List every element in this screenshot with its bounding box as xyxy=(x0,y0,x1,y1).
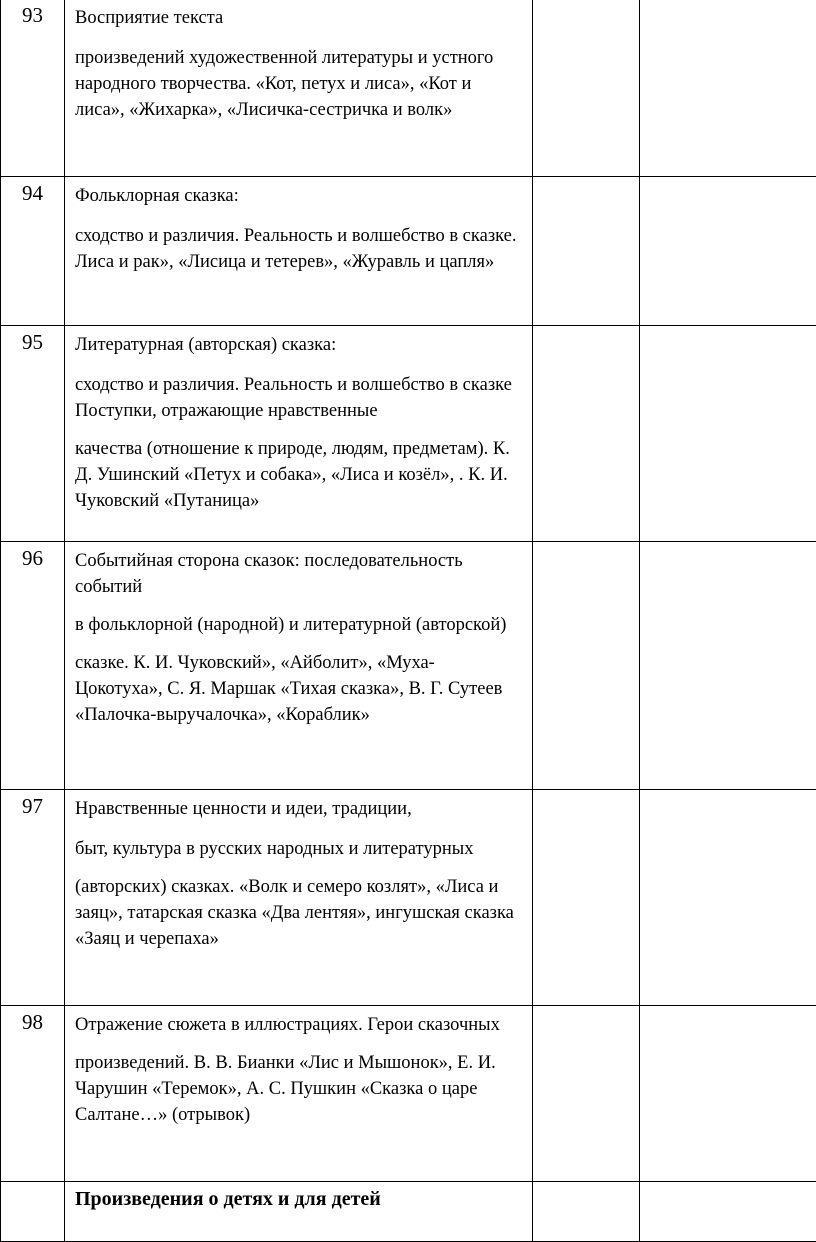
table-row xyxy=(1,542,816,790)
empty-cell xyxy=(640,1006,816,1182)
lesson-number: 93 xyxy=(1,0,65,177)
empty-cell xyxy=(640,177,816,326)
topic-text: сказке. К. И. Чуковский», «Айболит», «Муха-Цокотуха», С. Я. Маршак «Тихая сказка», В. Г. Сутеев «Палочка-выручалочка», «Кораблик» xyxy=(75,650,522,728)
empty-cell xyxy=(533,790,640,1006)
empty-cell xyxy=(640,542,816,790)
topic-text: (авторских) сказках. «Волк и семеро козлят», «Лиса и заяц», татарская сказка «Два лентяя», ингушская сказка «Заяц и черепаха» xyxy=(75,874,522,952)
table-row xyxy=(1,0,816,177)
empty-cell xyxy=(1,1182,65,1242)
topic-text: в фольклорной (народной) и литературной (авторской) xyxy=(75,612,522,638)
topic-text: Литературная (авторская) сказка: xyxy=(75,332,522,358)
empty-cell xyxy=(533,1182,640,1242)
topic-text: Событийная сторона сказок: последовательность событий xyxy=(75,548,522,600)
empty-cell xyxy=(533,1006,640,1182)
table-row xyxy=(1,177,816,326)
topic-text: произведений художественной литературы и устного народного творчества. «Кот, петух и лиса», «Кот и лиса», «Жихарка», «Лисичка-сестричка и волк» xyxy=(75,45,522,123)
lesson-topic-cell xyxy=(65,177,533,326)
topic-text: Восприятие текста xyxy=(75,5,522,31)
lesson-number: 98 xyxy=(1,1006,65,1182)
topic-text: произведений. В. В. Бианки «Лис и Мышонок», Е. И. Чарушин «Теремок», А. С. Пушкин «Сказка о царе Салтане…» (отрывок) xyxy=(75,1050,522,1128)
empty-cell xyxy=(533,177,640,326)
empty-cell xyxy=(640,0,816,177)
empty-cell xyxy=(533,542,640,790)
lesson-number: 97 xyxy=(1,790,65,1006)
empty-cell xyxy=(640,1182,816,1242)
lesson-topic-cell xyxy=(65,790,533,1006)
lesson-topic-cell xyxy=(65,0,533,177)
table-row xyxy=(1,790,816,1006)
topic-text: сходство и различия. Реальность и волшебство в сказке. Лиса и рак», «Лисица и тетерев», «Журавль и цапля» xyxy=(75,223,522,275)
empty-cell xyxy=(640,326,816,542)
lesson-topic-cell xyxy=(65,326,533,542)
lesson-number: 95 xyxy=(1,326,65,542)
empty-cell xyxy=(533,0,640,177)
topic-text: быт, культура в русских народных и литературных xyxy=(75,836,522,862)
table-row xyxy=(1,1182,816,1242)
topic-text: Нравственные ценности и идеи, традиции, xyxy=(75,796,522,822)
lesson-number: 94 xyxy=(1,177,65,326)
empty-cell xyxy=(640,790,816,1006)
topic-text: Фольклорная сказка: xyxy=(75,183,522,209)
topic-text: Отражение сюжета в иллюстрациях. Герои сказочных xyxy=(75,1012,522,1038)
topic-text: качества (отношение к природе, людям, предметам). К. Д. Ушинский «Петух и собака», «Лиса и козёл», . К. И. Чуковский «Путаница» xyxy=(75,436,522,514)
lesson-topic-cell xyxy=(65,542,533,790)
section-title: Произведения о детях и для детей xyxy=(65,1182,533,1242)
empty-cell xyxy=(533,326,640,542)
table-row xyxy=(1,1006,816,1182)
table-row xyxy=(1,326,816,542)
topic-text: сходство и различия. Реальность и волшебство в сказке Поступки, отражающие нравственные xyxy=(75,372,522,424)
lesson-topic-cell xyxy=(65,1006,533,1182)
lesson-number: 96 xyxy=(1,542,65,790)
